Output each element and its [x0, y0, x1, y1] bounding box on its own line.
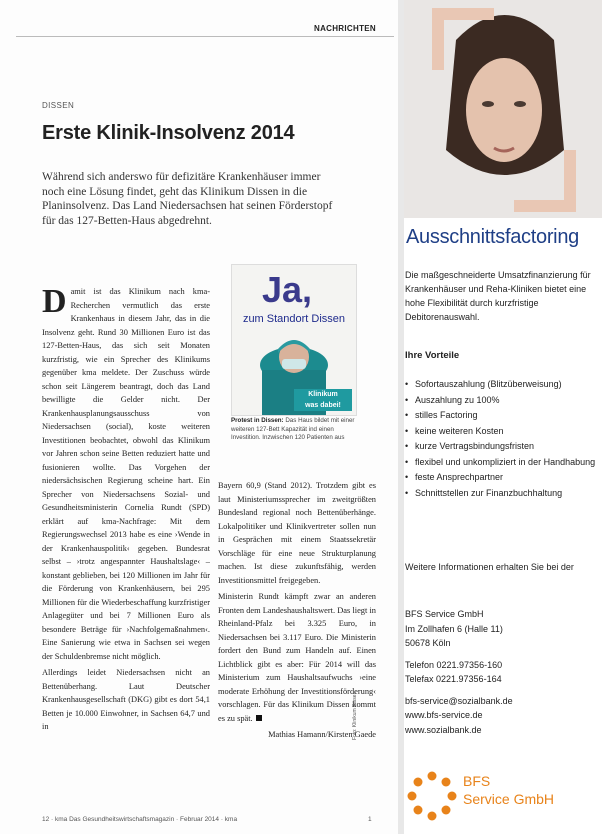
header-rule [16, 36, 394, 37]
drop-cap: D [42, 283, 67, 320]
section-label: NACHRICHTEN [314, 24, 376, 33]
article-kicker: DISSEN [42, 101, 75, 110]
list-item: • Sofortauszahlung (Blitzüberweisung) [405, 377, 597, 393]
ad-subheading: Ihre Vorteile [405, 350, 460, 361]
company-name: BFS Service GmbH [405, 609, 484, 619]
article-photo [231, 264, 357, 416]
city-address: 50678 Köln [405, 638, 451, 648]
phone-number: Telefon 0221.97356-160 [405, 659, 503, 670]
list-item: • flexibel und unkompliziert in der Handhabung [405, 455, 597, 471]
paragraph: Allerdings leidet Niedersachsen nicht an Bettenüberhang. Laut Deutscher Krankenhausgesellschaft (DKG) gibt es dort 54,1 Betten je 10.000 Einwohner, in Sachsen 64,7 und in [42, 668, 210, 731]
list-item: • Schnittstellen zur Finanzbuchhaltung [405, 486, 597, 502]
ad-body: Die maßgeschneiderte Umsatzfinanzierung für Krankenhäuser und Reha-Kliniken bietet eine hohe Flexibilität durch kurzfristige Debitorenauswahl. [405, 270, 591, 322]
website-link[interactable]: www.bfs-service.de [405, 710, 483, 720]
paragraph-text: Ministerin Rundt kämpft zwar an anderen Fronten dem Landeshaushaltswert. Das liegt in Rheinland-Pfalz bei 3.325 Euro, in Niedersachsen bei 3.117 Euro. Die Ministerin fordert den Bund zum Handeln auf. Einen Lichtblick gibt es aber: Für 2014 will das Ministerium zum Haushaltsaufwuchs ›eine moderate Erhöhung der Investitionsförderung‹ vorschlagen. Für das Klinikum Dissen kommt es zu spät. [218, 592, 376, 723]
photo-sign-brand [294, 389, 352, 411]
bfs-logo-text [463, 772, 554, 808]
paragraph: Bayern 60,9 (Stand 2012). Trotzdem gibt es laut Ministeriumssprecher im zweitgrößten Bundesland regional noch Bettenüberhänge. Lokalpolitiker und Klinikvertreter sollen nun in Gesprächen mit einem Staatssekretär Vorschläge für eine neue Strukturplanung machen. Ist diese zukunftsfähig, werden Investitionsmittel freigegeben. [218, 481, 376, 585]
ad-info-text: Weitere Informationen erhalten Sie bei der [405, 562, 574, 572]
photo-caption [231, 417, 357, 443]
advantages-list [405, 377, 597, 501]
list-item: • Auszahlung zu 100% [405, 393, 597, 409]
website-link[interactable]: www.sozialbank.de [405, 724, 482, 735]
photo-brand-name: Klinikum [308, 391, 338, 398]
end-mark-icon [256, 715, 262, 721]
list-item: • stilles Factoring [405, 408, 597, 424]
list-item: • keine weiteren Kosten [405, 424, 597, 440]
logo-line-2: Service GmbH [463, 791, 555, 807]
article-byline: Mathias Hamann/Kirsten Gaede [268, 730, 376, 739]
bfs-logo-icon [406, 770, 458, 822]
email-link[interactable]: bfs-service@sozialbank.de [405, 695, 513, 706]
article-column-1 [42, 285, 210, 737]
photo-brand-slogan: was dabei! [305, 402, 341, 409]
logo-line-1: BFS [463, 773, 491, 789]
page-footer: 12 · kma Das Gesundheitswirtschaftsmagazin · Februar 2014 · kma [42, 816, 238, 823]
contact-block [405, 607, 595, 737]
article-title: Erste Klinik-Insolvenz 2014 [42, 122, 295, 144]
ad-photo-woman-framing [404, 0, 602, 218]
paragraph: amit ist das Klinikum nach kma-Recherchen vermutlich das erste Krankenhaus in diesem Jahr, das in die Insolvenz geht. Rund 30 Millionen Euro ist das 127-Betten-Haus, das sich seit Monaten kurzfristig, wie ein Sprecher des Klinikums gegenüber kma meldete. Der Zuschuss würde schon seit Längerem beantragt, doch das Land bewilligte die Gelder nicht. Der Krankenhausplanungsausschuss von Niedersachsen (social), koste weiteren Investitionen beobachtet, obwohl das Klinikum vor Jahren schon seine Betten reduziert hatte und fusionieren wollte. Das Vorgehen der niedersächsischen Regierung scheine hart. Ein Sprecher von Niedersachsens Sozial- und Gesundheitsministerin Cornelia Rundt (SPD) erklärt auf kma-Nachfrage: Mit dem Regierungswechsel 2013 habe es eine ›Wende in der Krankenhauspolitik‹ gegeben. Bundesrat selbst – ›trotz angespannter Haushaltslage‹ – konstant geblieben, bei 120 Millionen im Jahr für die Förderung von Krankenhäusern, bei 295 Millionen für die Wiederbeschaffung kurzfristiger Anlagegüter und bei 7 Millionen Euro als besondere Beträge für ›Nachfolgemaßnahmen‹. Eine Sanierung wie etwa in Sachsen sei wegen der Schuldenbremse nicht möglich. [42, 287, 210, 661]
caption-text: Das Haus bildet mit einer weiteren 127-Bett Kapazität ind einen Investition. Inzwischen 120 Patienten aus [231, 417, 355, 441]
list-item: • feste Ansprechpartner [405, 470, 597, 486]
photo-credit: Foto: Klinikum Dissen [352, 691, 358, 740]
photo-sign-text: Ja, [262, 269, 313, 310]
fax-number: Telefax 0221.97356-164 [405, 674, 502, 684]
article-lead: Während sich anderswo für defizitäre Krankenhäuser immer noch eine Lösung findet, geht das Klinikum Dissen in die Planinsolvenz. Das Land Niedersachsen hat seinen Förderstopf für das 127-Betten-Haus abgedrehnt. [42, 171, 333, 227]
page-number: 1 [368, 816, 372, 823]
caption-lead: Protest in Dissen: [231, 417, 284, 424]
street-address: Im Zollhafen 6 (Halle 11) [405, 623, 503, 634]
ad-headline: Ausschnittsfactoring [406, 226, 579, 248]
photo-sign-subtext: zum Standort Dissen [242, 313, 346, 325]
list-item: • kurze Vertragsbindungsfristen [405, 439, 597, 455]
